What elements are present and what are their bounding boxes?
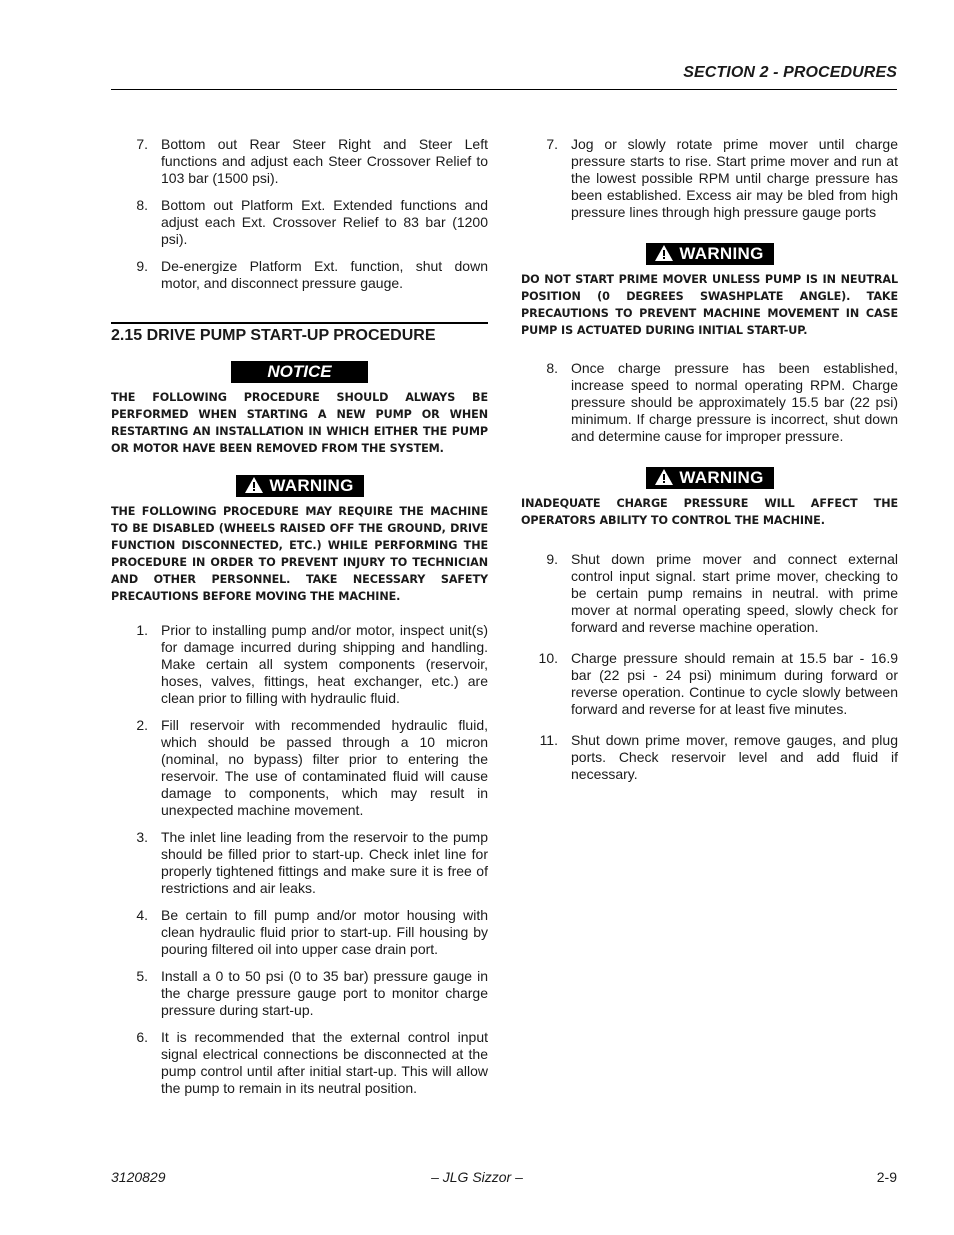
- list-item: [111, 968, 488, 1019]
- step-text: Be certain to fill pump and/or motor housing with clean hydraulic fluid prior to start-up. Fill housing by pouring filtered oil into upper case drain port.: [161, 907, 488, 957]
- step-text: Jog or slowly rotate prime mover until charge pressure starts to rise. Start prime mover and run at the lowest possible RPM until charge pressure has been established. Excess air may be bled from high pressure lines through high pressure gauge ports: [571, 136, 898, 220]
- warning-badge: [646, 467, 774, 489]
- list-item: [111, 197, 488, 248]
- step-number: 9.: [546, 551, 558, 567]
- list-item: [111, 907, 488, 958]
- step-text: Charge pressure should remain at 15.5 bar - 16.9 bar (22 psi - 24 psi) minimum during forward or reverse operation. Continue to cycle slowly between forward and reverse for at least five minutes.: [571, 650, 898, 717]
- list-item: [111, 622, 488, 707]
- step-number: 6.: [136, 1029, 148, 1045]
- right-column: [521, 136, 898, 793]
- warning-triangle-icon: [655, 469, 673, 491]
- warning-badge: [646, 243, 774, 265]
- steps-list: [521, 360, 898, 445]
- list-item: [111, 136, 488, 187]
- footer-doc-number: 3120829: [111, 1169, 166, 1185]
- header-divider: [111, 89, 897, 90]
- warning-label: WARNING: [269, 476, 354, 495]
- step-number: 2.: [136, 717, 148, 733]
- step-number: 7.: [136, 136, 148, 152]
- step-text: Bottom out Platform Ext. Extended functions and adjust each Ext. Crossover Relief to 83 bar (1200 psi).: [161, 197, 488, 247]
- notice-text: THE FOLLOWING PROCEDURE SHOULD ALWAYS BE PERFORMED WHEN STARTING A NEW PUMP OR WHEN RESTARTING AN INSTALLATION IN WHICH EITHER THE PUMP OR MOTOR HAVE BEEN REMOVED FROM THE SYSTEM.: [111, 391, 488, 455]
- step-text: Shut down prime mover, remove gauges, and plug ports. Check reservoir level and add fluid if necessary.: [571, 732, 898, 782]
- step-number: 4.: [136, 907, 148, 923]
- page-number: 2-9: [876, 1169, 897, 1185]
- list-item: [521, 136, 898, 221]
- step-number: 3.: [136, 829, 148, 845]
- step-number: 7.: [546, 136, 558, 152]
- step-number: 11.: [539, 732, 558, 748]
- steps-list: [521, 551, 898, 783]
- list-item: [111, 717, 488, 819]
- step-text: Shut down prime mover and connect external control input signal. start prime mover, checking to be certain pump remains in neutral. with prime mover at normal operating speed, slowly check for forward and reverse machine operation.: [571, 551, 898, 635]
- warning-badge: [236, 475, 364, 497]
- step-text: Install a 0 to 50 psi (0 to 35 bar) pressure gauge in the charge pressure gauge port to monitor charge pressure during start-up.: [161, 968, 488, 1018]
- warning-text: INADEQUATE CHARGE PRESSURE WILL AFFECT THE OPERATORS ABILITY TO CONTROL THE MACHINE.: [521, 497, 898, 527]
- steps-list: [111, 622, 488, 1097]
- warning-label: WARNING: [679, 468, 764, 487]
- section-header: SECTION 2 - PROCEDURES: [683, 64, 897, 81]
- warning-banner: [521, 243, 898, 265]
- steps-list: [521, 136, 898, 221]
- list-item: [111, 829, 488, 897]
- step-number: 8.: [136, 197, 148, 213]
- step-number: 10.: [538, 650, 558, 666]
- step-text: Prior to installing pump and/or motor, inspect unit(s) for damage incurred during shipping and handling. Make certain all system components (reservoir, hoses, valves, fittings, heat exchanger, etc.) are clean prior to filling with hydraulic fluid.: [161, 622, 488, 706]
- step-text: Fill reservoir with recommended hydraulic fluid, which should be passed through a 10 micron (nominal, no bypass) filter prior to entering the reservoir. The use of contaminated fluid will cause damage to components, which may result in unexpected machine movement.: [161, 717, 488, 818]
- list-item: [111, 1029, 488, 1097]
- list-item: [521, 551, 898, 636]
- warning-banner: [521, 467, 898, 489]
- warning-text: DO NOT START PRIME MOVER UNLESS PUMP IS IN NEUTRAL POSITION (0 DEGREES SWASHPLATE ANGLE). TAKE PRECAUTIONS TO PREVENT MACHINE MOVEMENT IN CASE PUMP IS ACTUATED DURING INITIAL START-UP.: [521, 273, 898, 337]
- step-text: The inlet line leading from the reservoir to the pump should be filled prior to start-up. Check inlet line for properly tightened fittings and make sure it is free of restrictions and air leaks.: [161, 829, 488, 896]
- step-text: It is recommended that the external control input signal electrical connections be disconnected at the pump control until after initial start-up. This will allow the pump to remain in its neutral position.: [161, 1029, 488, 1096]
- step-text: Bottom out Rear Steer Right and Steer Left functions and adjust each Steer Crossover Relief to 103 bar (1500 psi).: [161, 136, 488, 186]
- warning-banner: [111, 475, 488, 497]
- step-text: De-energize Platform Ext. function, shut down motor, and disconnect pressure gauge.: [161, 258, 488, 291]
- left-column: [111, 136, 488, 1107]
- notice-banner: [111, 361, 488, 383]
- list-item: [521, 650, 898, 718]
- step-number: 8.: [546, 360, 558, 376]
- section-heading: 2.15 DRIVE PUMP START-UP PROCEDURE: [111, 322, 488, 345]
- step-number: 1.: [136, 622, 148, 638]
- list-item: [111, 258, 488, 292]
- pre-steps-list: [111, 136, 488, 292]
- list-item: [521, 360, 898, 445]
- step-text: Once charge pressure has been established, increase speed to normal operating RPM. Charge pressure should be approximately 15.5 bar (22 psi) minimum. If charge pressure is incorrect, shut down and determine cause for improper pressure.: [571, 360, 898, 444]
- notice-label: NOTICE: [231, 361, 368, 383]
- warning-label: WARNING: [679, 244, 764, 263]
- footer-title: – JLG Sizzor –: [431, 1169, 523, 1185]
- step-number: 5.: [136, 968, 148, 984]
- warning-triangle-icon: [655, 245, 673, 267]
- warning-triangle-icon: [245, 477, 263, 499]
- list-item: [521, 732, 898, 783]
- warning-text: THE FOLLOWING PROCEDURE MAY REQUIRE THE MACHINE TO BE DISABLED (WHEELS RAISED OFF THE GROUND, DRIVE FUNCTION DISCONNECTED, ETC.) WHILE PERFORMING THE PROCEDURE IN ORDER TO PREVENT INJURY TO TECHNICIAN AND OTHER PERSONNEL. TAKE NECESSARY SAFETY PRECAUTIONS BEFORE MOVING THE MACHINE.: [111, 505, 488, 603]
- step-number: 9.: [136, 258, 148, 274]
